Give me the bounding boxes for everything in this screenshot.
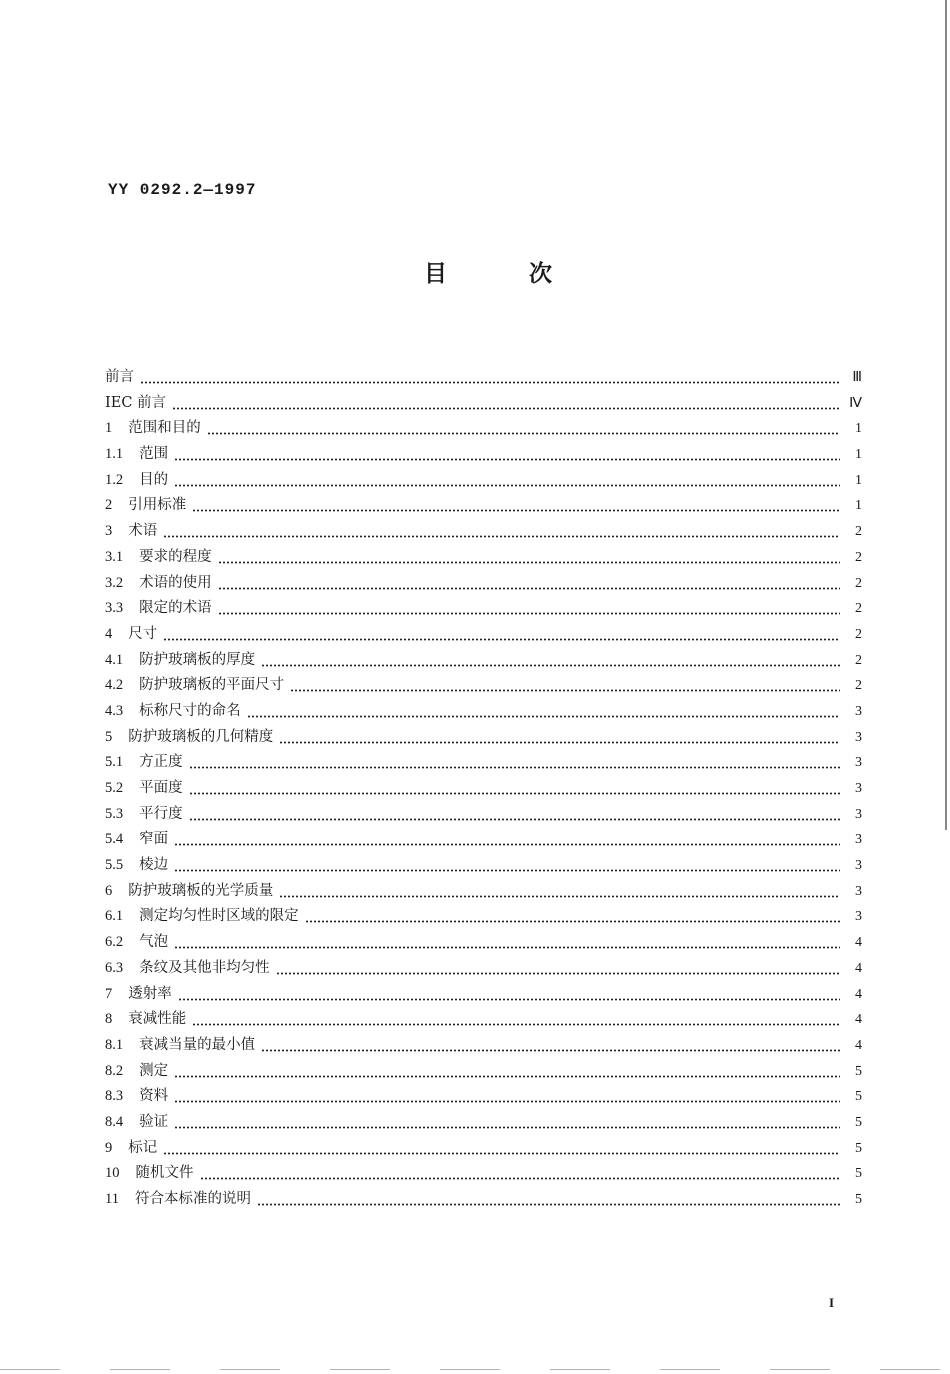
dot-leader: [189, 750, 840, 776]
toc-entry-number: 1: [105, 420, 113, 437]
dot-leader: [174, 827, 840, 853]
toc-entry-title: 资料: [139, 1088, 169, 1105]
scan-bottom-edge: [0, 1369, 950, 1370]
toc-entry: [105, 365, 862, 391]
toc-entry-page: 3: [855, 806, 862, 822]
toc-entry-title: 测定均匀性时区域的限定: [139, 908, 299, 925]
dot-leader: [178, 982, 840, 1008]
toc-entry-title: 术语的使用: [139, 574, 212, 591]
dot-leader: [218, 571, 840, 597]
dot-leader: [247, 699, 840, 725]
toc-entry-page: 3: [855, 729, 862, 745]
dot-leader: [257, 1187, 840, 1213]
toc-entry-number: 5: [105, 728, 113, 745]
toc-entry-number: 6: [105, 882, 113, 899]
toc-entry-title: 平行度: [139, 805, 183, 822]
toc-entry-page: 2: [855, 549, 862, 565]
toc-entry-page: 5: [855, 1063, 862, 1079]
toc-entry-title: 防护玻璃板的几何精度: [128, 728, 274, 745]
toc-entry-number: 5.1: [105, 754, 124, 771]
toc-entry-title: 透射率: [128, 985, 172, 1002]
toc-entry-title: 方正度: [139, 754, 183, 771]
toc-entry-title: 窄面: [139, 831, 169, 848]
toc-entry: [105, 596, 862, 622]
toc-entry-page: 5: [855, 1140, 862, 1156]
toc-entry-number: 6.3: [105, 959, 124, 976]
page-number: I: [829, 1295, 835, 1310]
toc-entry-title: 防护玻璃板的厚度: [139, 651, 256, 668]
toc-entry-title: 范围和目的: [128, 420, 201, 437]
toc-entry: [105, 853, 862, 879]
toc-entry-title: 测定: [139, 1062, 169, 1079]
toc-entry-page: 2: [855, 626, 862, 642]
toc-entry-number: 5.4: [105, 831, 124, 848]
toc-entry-page: 3: [855, 703, 862, 719]
toc-entry-page: 1: [855, 421, 862, 437]
table-of-contents: [105, 365, 862, 1213]
page-title: 目次: [424, 260, 634, 287]
toc-entry: [105, 699, 862, 725]
dot-leader: [174, 1059, 840, 1085]
toc-entry-title: 术语: [128, 523, 158, 540]
toc-entry-page: 2: [855, 652, 862, 668]
toc-entry-page: Ⅳ: [849, 395, 862, 411]
toc-entry: [105, 956, 862, 982]
toc-entry-number: 3.3: [105, 600, 124, 617]
dot-leader: [207, 416, 840, 442]
toc-entry-number: 3: [105, 523, 113, 540]
toc-entry-number: 10: [105, 1165, 120, 1182]
toc-entry-title: 标称尺寸的命名: [139, 702, 241, 719]
dot-leader: [174, 1110, 840, 1136]
toc-entry: [105, 1110, 862, 1136]
toc-entry-title: 目的: [139, 471, 169, 488]
toc-entry-page: 2: [855, 601, 862, 617]
toc-entry: [105, 622, 862, 648]
toc-entry-page: 4: [855, 935, 862, 951]
toc-entry-page: 2: [855, 524, 862, 540]
toc-entry-number: 9: [105, 1139, 113, 1156]
toc-entry: [105, 802, 862, 828]
dot-leader: [218, 596, 840, 622]
toc-entry: [105, 416, 862, 442]
toc-entry-number: 4.3: [105, 702, 124, 719]
toc-entry-number: 8: [105, 1011, 113, 1028]
toc-entry-number: 5.2: [105, 780, 124, 796]
toc-entry-page: 2: [855, 678, 862, 694]
toc-entry-title: 气泡: [139, 934, 169, 951]
dot-leader: [305, 904, 840, 930]
toc-entry-page: 3: [855, 909, 862, 925]
dot-leader: [218, 545, 840, 571]
toc-entry: [105, 493, 862, 519]
dot-leader: [163, 622, 840, 648]
document-code: YY 0292.2—1997: [108, 181, 257, 199]
toc-entry-page: 1: [855, 472, 862, 488]
dot-leader: [192, 493, 840, 519]
dot-leader: [174, 468, 840, 494]
toc-entry: [105, 648, 862, 674]
toc-entry-page: 3: [855, 883, 862, 899]
toc-entry-title: 随机文件: [135, 1165, 194, 1182]
toc-entry-page: 1: [855, 498, 862, 514]
toc-entry-title: 要求的程度: [139, 548, 212, 565]
toc-entry-number: 11: [105, 1191, 119, 1207]
dot-leader: [174, 1084, 840, 1110]
toc-entry-number: 4: [105, 625, 113, 642]
toc-entry-number: 4.1: [105, 651, 124, 668]
toc-entry-number: 1.2: [105, 471, 124, 488]
toc-entry-page: 5: [855, 1192, 862, 1207]
toc-entry: [105, 391, 862, 417]
toc-entry: [105, 930, 862, 956]
dot-leader: [174, 853, 840, 879]
toc-entry-page: 5: [855, 1089, 862, 1105]
dot-leader: [200, 1161, 841, 1187]
toc-entry-title: 条纹及其他非均匀性: [139, 959, 270, 976]
toc-entry-page: 4: [855, 986, 862, 1002]
toc-entry-number: 6.1: [105, 908, 124, 925]
toc-entry-title: 防护玻璃板的光学质量: [128, 882, 274, 899]
toc-entry-page: 3: [855, 832, 862, 848]
toc-entry: [105, 1161, 862, 1187]
toc-entry-number: 8.3: [105, 1088, 124, 1105]
toc-entry-title: 衰减性能: [128, 1011, 187, 1028]
toc-entry-title: 棱边: [139, 857, 169, 874]
dot-leader: [189, 802, 840, 828]
toc-entry-number: 1.1: [105, 446, 124, 463]
dot-leader: [140, 365, 840, 391]
toc-entry: [105, 673, 862, 699]
dot-leader: [174, 930, 840, 956]
toc-entry-title: 范围: [139, 446, 169, 463]
toc-entry-page: 3: [855, 781, 862, 796]
dot-leader: [279, 725, 840, 751]
toc-entry: [105, 468, 862, 494]
toc-entry-page: 2: [855, 575, 862, 591]
toc-entry: [105, 1033, 862, 1059]
toc-entry-number: 5.3: [105, 805, 124, 822]
toc-entry-title: 验证: [139, 1113, 169, 1130]
dot-leader: [290, 673, 840, 699]
toc-entry-title: 前言: [105, 369, 134, 385]
toc-entry: [105, 1007, 862, 1033]
toc-entry: [105, 1084, 862, 1110]
dot-leader: [192, 1007, 840, 1033]
toc-entry: [105, 879, 862, 905]
toc-entry: [105, 1187, 862, 1213]
dot-leader: [163, 1136, 840, 1162]
toc-entry: [105, 571, 862, 597]
toc-entry-title: 标记: [128, 1139, 158, 1156]
toc-entry-title: 符合本标准的说明: [134, 1191, 251, 1207]
toc-entry: [105, 776, 862, 802]
dot-leader: [261, 648, 840, 674]
toc-entry-title: IEC 前言: [105, 394, 167, 411]
toc-entry-title: 尺寸: [128, 625, 158, 642]
toc-entry-page: 4: [855, 1037, 862, 1053]
toc-entry-number: 5.5: [105, 857, 124, 874]
toc-entry-title: 平面度: [139, 780, 183, 796]
toc-entry-page: 3: [855, 755, 862, 771]
toc-entry-page: Ⅲ: [852, 370, 862, 385]
toc-entry-page: 5: [855, 1114, 862, 1130]
toc-entry-number: 8.4: [105, 1113, 124, 1130]
toc-entry-page: 1: [855, 447, 862, 463]
toc-entry-page: 3: [855, 858, 862, 874]
toc-entry: [105, 827, 862, 853]
toc-entry: [105, 1136, 862, 1162]
toc-entry-number: 3.1: [105, 548, 124, 565]
toc-entry-number: 6.2: [105, 934, 124, 951]
toc-entry-page: 4: [855, 1012, 862, 1028]
toc-entry: [105, 545, 862, 571]
toc-entry: [105, 982, 862, 1008]
toc-entry: [105, 904, 862, 930]
dot-leader: [279, 879, 840, 905]
toc-entry-title: 衰减当量的最小值: [139, 1036, 256, 1053]
toc-entry: [105, 519, 862, 545]
dot-leader: [163, 519, 840, 545]
toc-entry-number: 8.2: [105, 1062, 124, 1079]
dot-leader: [261, 1033, 840, 1059]
dot-leader: [276, 956, 840, 982]
toc-entry-number: 3.2: [105, 574, 124, 591]
toc-entry-title: 引用标准: [128, 497, 187, 514]
toc-entry-title: 限定的术语: [139, 600, 212, 617]
toc-entry: [105, 1059, 862, 1085]
toc-entry-number: 4.2: [105, 677, 124, 694]
toc-entry-number: 8.1: [105, 1036, 124, 1053]
toc-entry-page: 5: [855, 1166, 862, 1182]
toc-entry: [105, 725, 862, 751]
dot-leader: [172, 391, 840, 417]
toc-entry: [105, 750, 862, 776]
toc-entry-title: 防护玻璃板的平面尺寸: [139, 677, 285, 694]
toc-entry-page: 4: [855, 960, 862, 976]
dot-leader: [189, 776, 840, 802]
toc-entry-number: 2: [105, 497, 113, 514]
toc-entry-number: 7: [105, 985, 113, 1002]
dot-leader: [174, 442, 840, 468]
toc-entry: [105, 442, 862, 468]
scan-edge-line: [945, 0, 947, 830]
